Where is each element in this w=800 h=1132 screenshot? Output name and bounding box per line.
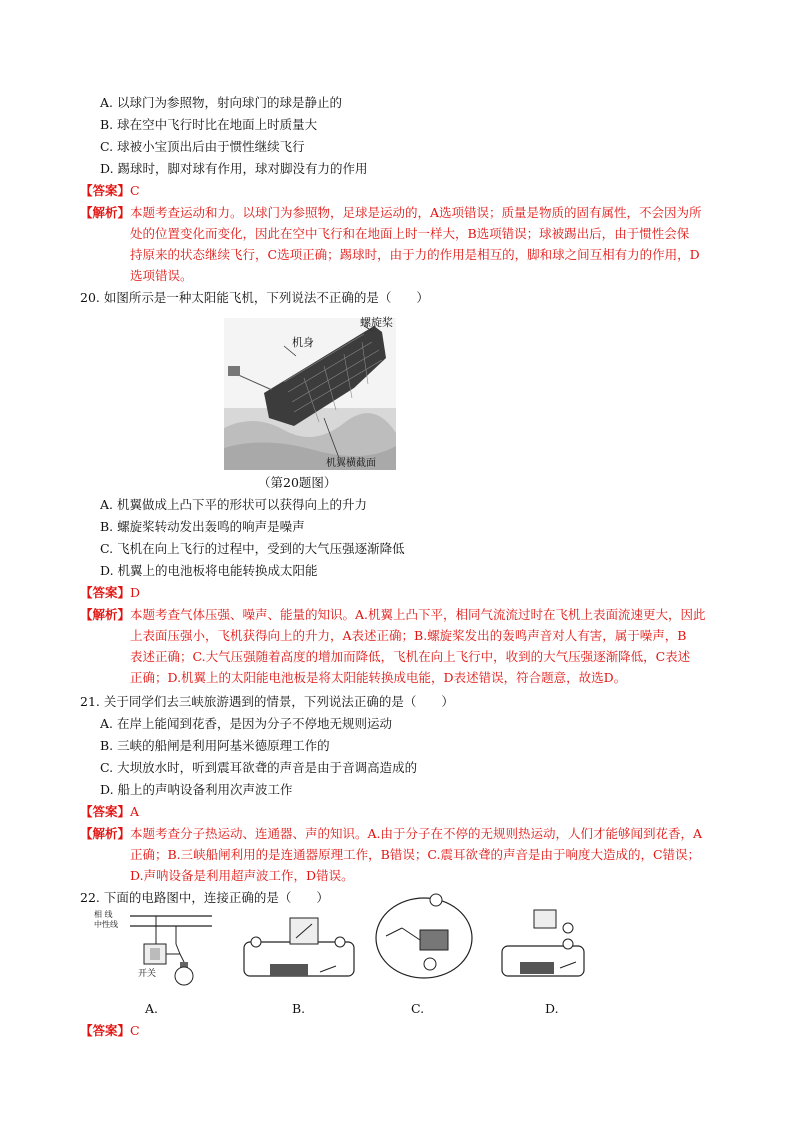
q19-analysis-line-3: 持原来的状态继续飞行，C选项正确；踢球时，由于力的作用是相互的，脚和球之间互相有力的作用，D [130,247,700,262]
circuit-c-figure [372,890,478,986]
q20-analysis-line-4: 正确；D.机翼上的太阳能电池板是将太阳能转换成电能，D表述错误，符合题意，故选D。 [130,670,627,685]
q20-analysis-line-2: 上表面压强小，飞机获得向上的升力，A表述正确；B.螺旋桨发出的轰鸣声音对人有害，属于噪声，B [130,628,687,643]
q19-option-c: C. 球被小宝顶出后由于惯性继续飞行 [100,139,305,154]
q21-option-c: C. 大坝放水时，听到震耳欲聋的声音是由于音调高造成的 [100,760,418,775]
q21-stem: 21. 关于同学们去三峡旅游遇到的情景，下列说法正确的是（ ） [80,694,454,709]
q20-answer [80,584,140,602]
q20-stem: 20. 如图所示是一种太阳能飞机，下列说法不正确的是（ ） [80,290,429,305]
q21-analysis-line-1 [80,825,702,843]
q19-analysis-line-2: 处的位置变化而变化，因此在空中飞行和在地面上时一样大，B选项错误；球被踢出后，由于惯性会保 [130,226,690,241]
q22-stem: 22. 下面的电路图中，连接正确的是（ ） [80,890,329,905]
q19-analysis-line-1 [80,204,702,222]
q20-option-b: B. 螺旋桨转动发出轰鸣的响声是噪声 [100,519,305,534]
propeller-label: 螺旋桨 [360,316,393,329]
q21-analysis-line-3: D.声呐设备是利用超声波工作，D错误。 [130,868,354,883]
q19-answer [80,182,140,200]
q21-option-a: A. 在岸上能闻到花香，是因为分子不停地无规则运动 [100,716,392,731]
answer-value: C [130,1023,140,1038]
answer-value: C [130,183,140,198]
answer-value: A [130,804,140,819]
q21-option-b: B. 三峡的船闸是利用阿基米德原理工作的 [100,738,330,753]
analysis-tag: 【解析】 [80,205,131,220]
q21-analysis-line-2: 正确；B.三峡船闸利用的是连通器原理工作，B错误；C.震耳欲聋的声音是由于响度大造成的，C错误； [130,847,701,862]
answer-tag: 【答案】 [80,804,131,819]
q21-option-d: D. 船上的声呐设备利用次声波工作 [100,782,293,797]
circuit-b-drawing [240,912,358,984]
q20-option-a: A. 机翼做成上凸下平的形状可以获得向上的升力 [100,497,367,512]
answer-value: D [130,585,141,600]
q20-analysis-line-1 [80,606,706,624]
answer-tag: 【答案】 [80,1023,131,1038]
wing-section-label: 机翼横截面 [326,458,376,469]
q20-option-c: C. 飞机在向上飞行的过程中，受到的大气压强逐渐降低 [100,541,405,556]
answer-tag: 【答案】 [80,585,131,600]
analysis-tag: 【解析】 [80,607,131,622]
option-c-label: C. [411,1001,425,1016]
neutral-wire-label: 中性线 [94,920,118,929]
circuit-b-figure [240,912,358,984]
q19-option-a: A. 以球门为参照物，射向球门的球是静止的 [100,95,342,110]
circuit-a-figure [94,910,214,990]
switch-label: 开关 [138,969,157,979]
circuit-c-drawing [372,890,478,986]
q20-option-d: D. 机翼上的电池板将电能转换成太阳能 [100,563,318,578]
circuit-d-figure [498,906,590,982]
q19-option-d: D. 踢球时，脚对球有作用，球对脚没有力的作用 [100,161,368,176]
live-wire-label: 相 线 [94,910,113,919]
analysis-text: 本题考查分子热运动、连通器、声的知识。A.由于分子在不停的无规则热运动，人们才能够闻到花香，A [130,826,703,841]
q19-option-b: B. 球在空中飞行时比在地面上时质量大 [100,117,318,132]
body-label: 机身 [292,336,314,349]
solar-plane-figure [224,318,396,470]
circuit-d-drawing [498,906,590,982]
analysis-text: 本题考查气体压强、噪声、能量的知识。A.机翼上凸下平，相同气流流过时在飞机上表面流速更大，因此 [130,607,706,622]
q21-answer [80,803,139,821]
answer-tag: 【答案】 [80,183,131,198]
analysis-text: 本题考查运动和力。以球门为参照物，足球是运动的，A选项错误；质量是物质的固有属性，不会因为所 [130,205,702,220]
option-a-label: A. [145,1001,159,1016]
q19-analysis-line-4: 选项错误。 [130,268,193,283]
q22-answer [80,1022,140,1040]
q20-analysis-line-3: 表述正确；C.大气压强随着高度的增加而降低，飞机在向上飞行中，收到的大气压强逐渐降低，C表述 [130,649,691,664]
option-d-label: D. [545,1001,559,1016]
q20-caption: （第20题图） [258,475,337,490]
option-b-label: B. [292,1001,306,1016]
analysis-tag: 【解析】 [80,826,131,841]
